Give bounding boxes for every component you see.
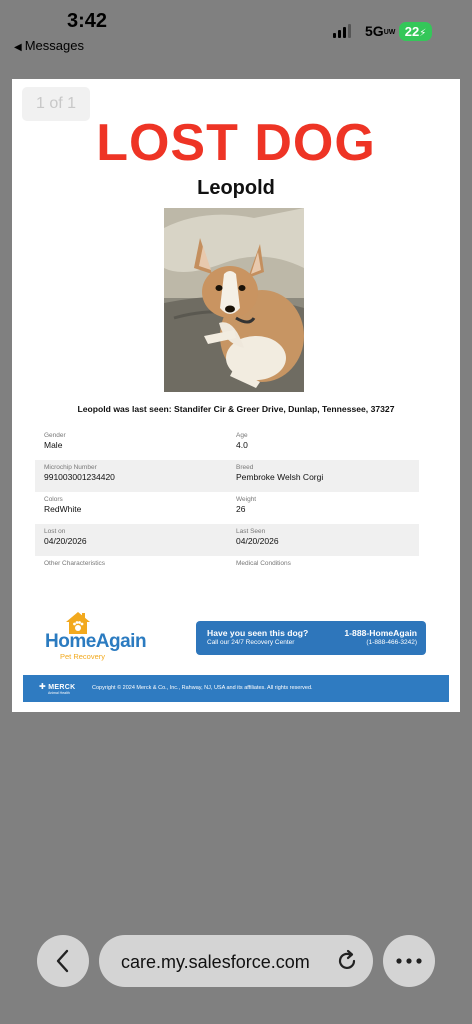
page-indicator: 1 of 1 [22, 87, 90, 121]
url-text: care.my.salesforce.com [121, 952, 310, 972]
details-row [35, 460, 419, 492]
detail-cell [35, 428, 227, 460]
network-label: 5G [365, 23, 384, 39]
network-suffix: UW [383, 28, 396, 36]
copyright-text: Copyright © 2024 Merck & Co., Inc., Rahway, NJ, USA and its affiliates. All rights reserved. [92, 685, 313, 691]
detail-cell [35, 492, 227, 524]
flyer-headline: LOST DOG [96, 114, 376, 172]
browser-toolbar [0, 930, 472, 990]
battery-level: 22 [404, 24, 420, 39]
status-time: 3:42 [67, 10, 108, 32]
status-bar [0, 0, 472, 60]
detail-label: Weight [236, 496, 257, 503]
back-triangle-icon: ◀ [14, 42, 22, 53]
detail-cell [35, 460, 227, 492]
detail-value: 04/20/2026 [236, 536, 279, 546]
recovery-call-banner [196, 621, 426, 655]
detail-value: Pembroke Welsh Corgi [236, 472, 324, 482]
dog-details-table [35, 428, 419, 588]
detail-cell [227, 524, 419, 556]
detail-cell [35, 524, 227, 556]
detail-value: 26 [236, 504, 246, 514]
cta-phone-numeric: (1-888-466-3242) [366, 639, 417, 646]
flyer-footer [23, 675, 449, 702]
detail-label: Lost on [44, 528, 66, 535]
detail-label: Breed [236, 464, 254, 471]
reload-icon[interactable] [335, 949, 359, 973]
detail-label: Other Characteristics [44, 560, 106, 567]
detail-label: Colors [44, 496, 63, 503]
ellipsis-icon [395, 957, 423, 965]
lost-dog-flyer [12, 79, 460, 712]
cta-subtext: Call our 24/7 Recovery Center [207, 639, 295, 646]
merck-logo [39, 682, 75, 691]
detail-value: 04/20/2026 [44, 536, 87, 546]
detail-label: Last Seen [236, 528, 266, 535]
detail-cell [227, 428, 419, 460]
detail-label: Microchip Number [44, 464, 97, 471]
detail-cell [35, 556, 227, 588]
detail-cell [227, 492, 419, 524]
details-row [35, 524, 419, 556]
logo-subtitle: Pet Recovery [60, 652, 106, 661]
network-type [365, 23, 395, 39]
battery-indicator [399, 22, 432, 41]
logo-brand-text: HomeAgain [45, 631, 147, 652]
detail-value: RedWhite [44, 504, 82, 514]
homeagain-logo [45, 611, 155, 661]
merck-mark-icon: ✚ [39, 682, 47, 691]
details-row [35, 492, 419, 524]
detail-cell [227, 556, 419, 588]
more-options-button[interactable] [383, 935, 435, 987]
merck-wordmark: MERCK [48, 684, 76, 691]
detail-value: 4.0 [236, 440, 248, 450]
charging-bolt-icon: ⚡ [419, 28, 427, 39]
details-row [35, 556, 419, 588]
back-to-messages-link[interactable] [14, 38, 84, 53]
details-row [35, 428, 419, 460]
detail-cell [227, 460, 419, 492]
detail-value: 991003001234420 [44, 472, 115, 482]
detail-label: Age [236, 432, 248, 439]
detail-value: Male [44, 440, 63, 450]
cellular-signal-icon [333, 24, 351, 38]
cta-question: Have you seen this dog? [207, 628, 309, 638]
merck-subtitle: Animal Health [48, 691, 70, 695]
dog-name: Leopold [197, 177, 275, 199]
address-bar[interactable] [99, 935, 373, 987]
cta-phone: 1-888-HomeAgain [344, 628, 417, 638]
detail-label: Gender [44, 432, 66, 439]
browser-back-button[interactable] [37, 935, 89, 987]
last-seen-location: Leopold was last seen: Standifer Cir & Greer Drive, Dunlap, Tennessee, 37327 [77, 404, 395, 414]
dog-photo [164, 208, 304, 392]
back-link-label: Messages [24, 38, 84, 53]
chevron-left-icon [54, 949, 72, 973]
detail-label: Medical Conditions [236, 560, 291, 567]
